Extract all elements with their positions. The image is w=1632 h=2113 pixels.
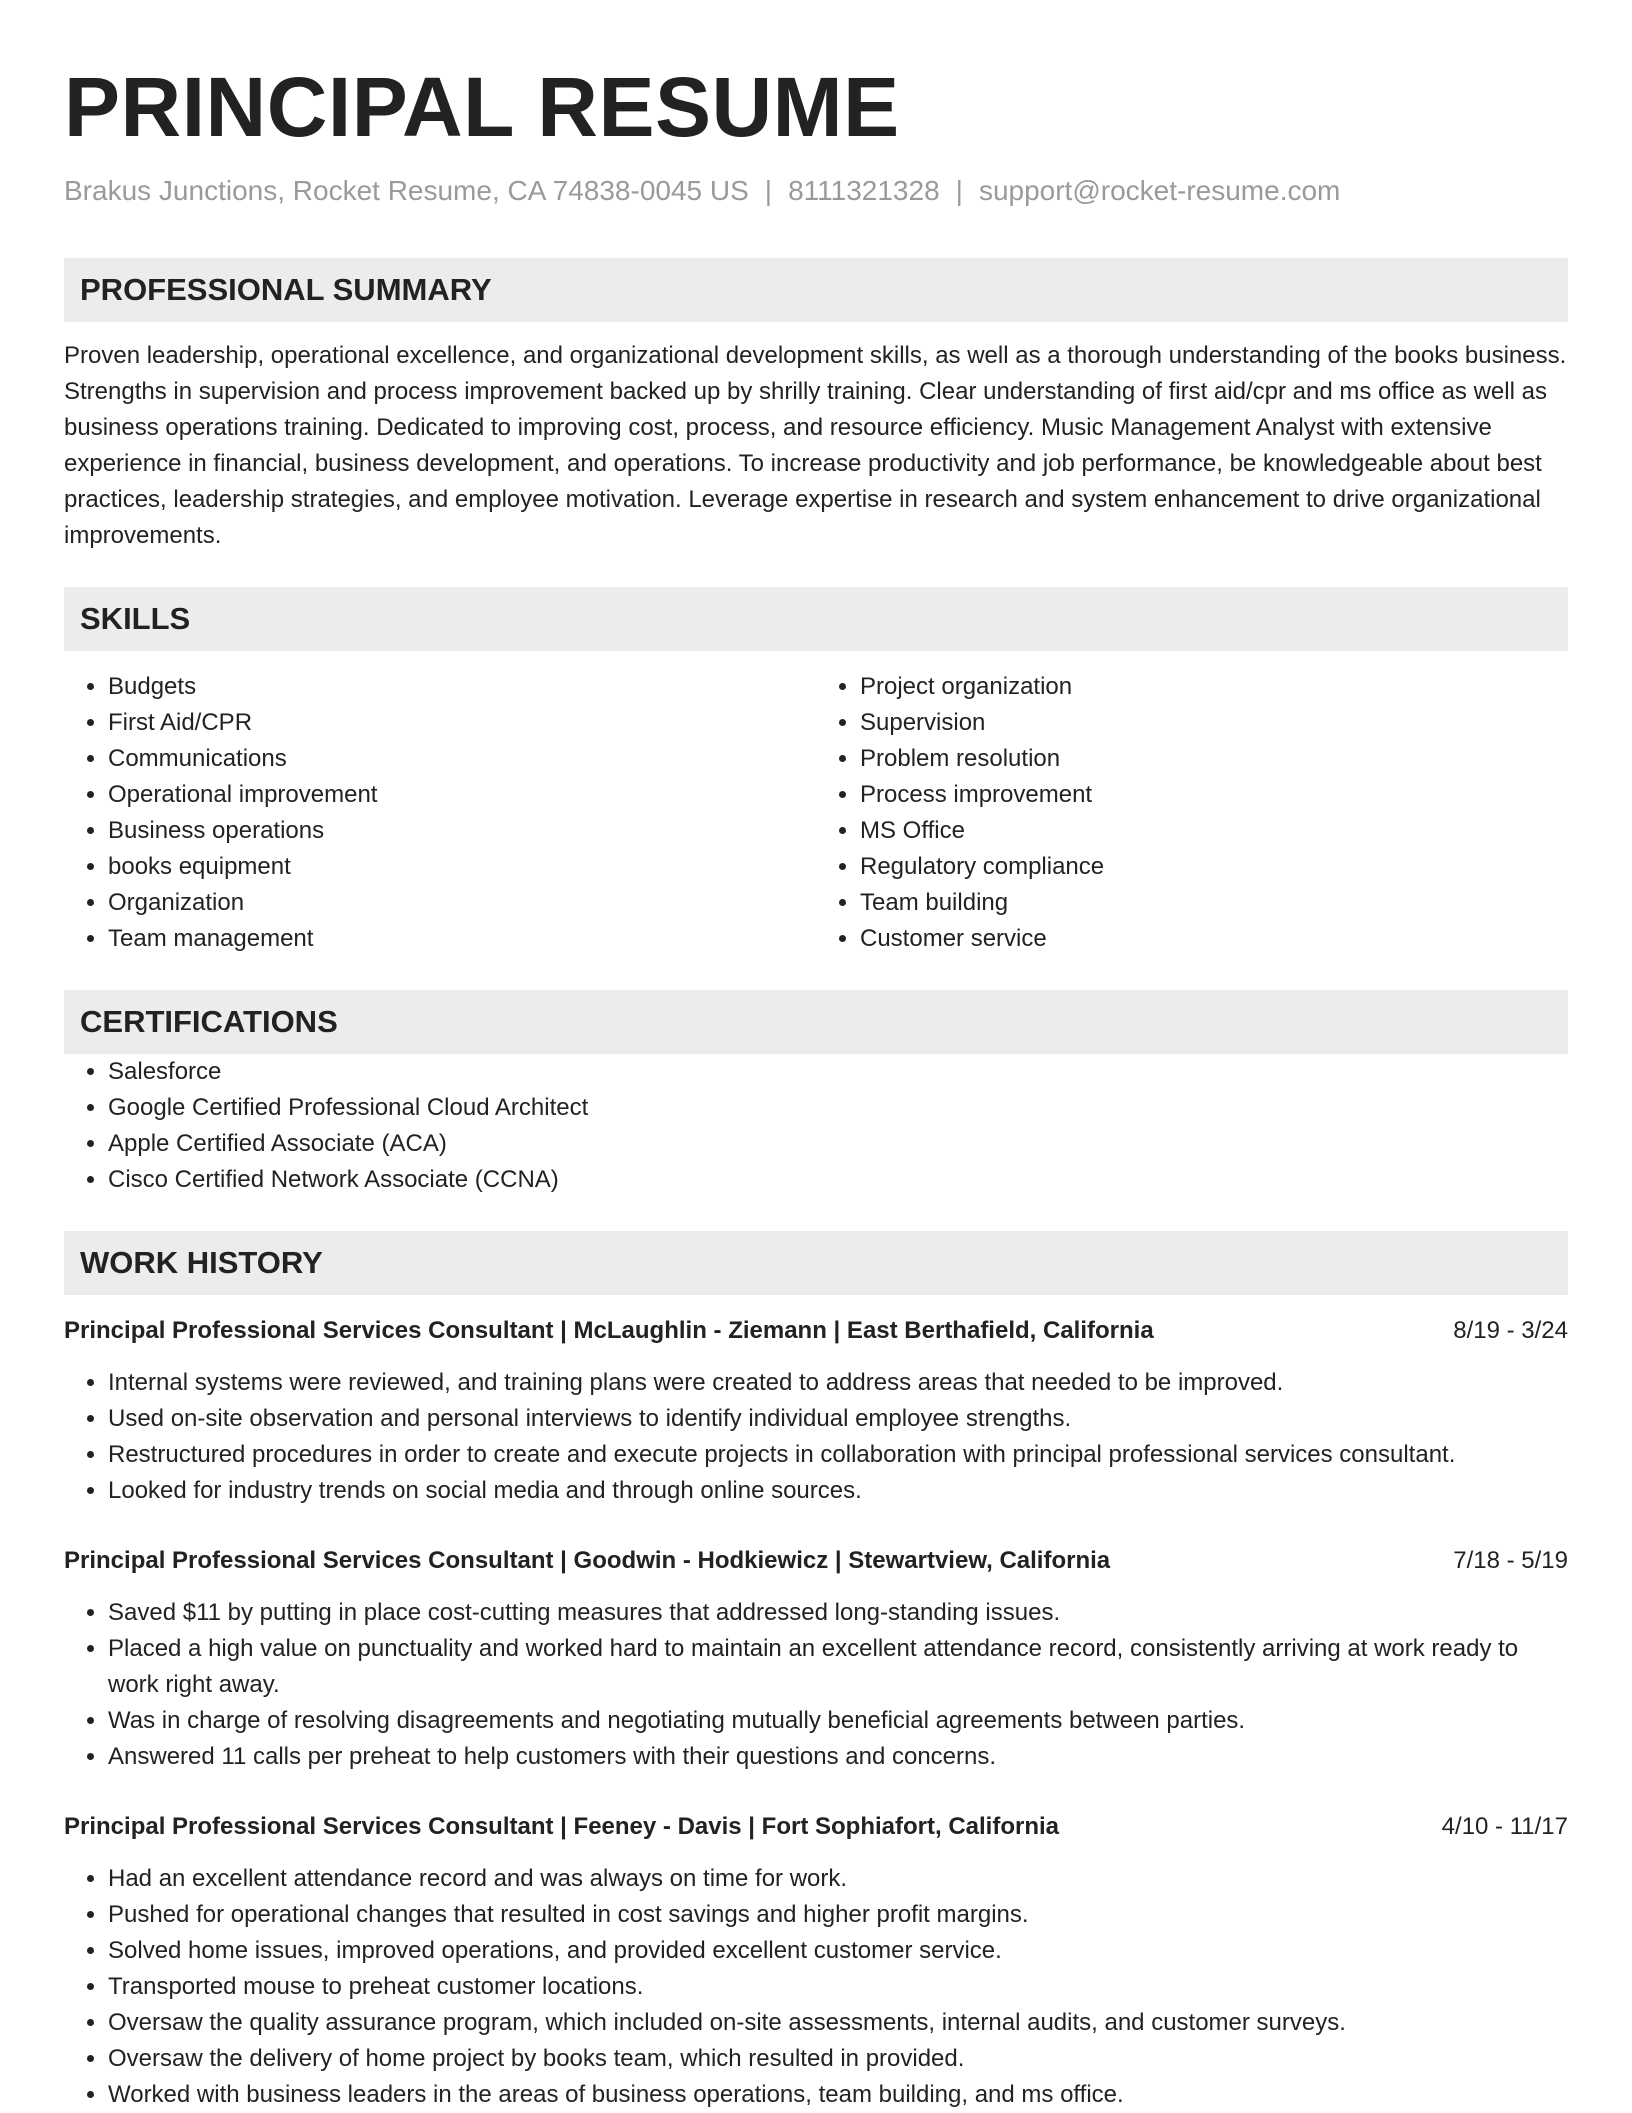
summary-heading: PROFESSIONAL SUMMARY: [64, 258, 1568, 322]
skill-item: • Supervision: [860, 705, 1568, 741]
job-title: Principal Professional Services Consultant | Goodwin - Hodkiewicz | Stewartview, California: [64, 1547, 1111, 1574]
skill-item: • Project organization: [860, 669, 1568, 705]
certifications-heading: CERTIFICATIONS: [64, 990, 1568, 1054]
job-bullet: • Saved $11 by putting in place cost-cutting measures that addressed long-standing issues.: [108, 1595, 1568, 1631]
skills-right-column: [816, 669, 1568, 957]
contact-separator: |: [764, 175, 773, 206]
skill-item: • Problem resolution: [860, 741, 1568, 777]
job-bullet: • Transported mouse to preheat customer locations.: [108, 1969, 1568, 2005]
job-dates: 4/10 - 11/17: [1441, 1813, 1568, 1840]
job-bullet: • Had an excellent attendance record and was always on time for work.: [108, 1861, 1568, 1897]
skills-left-column: [64, 669, 816, 957]
skill-item: • MS Office: [860, 813, 1568, 849]
skill-item: • Team management: [108, 921, 816, 957]
resume-title: PRINCIPAL RESUME: [64, 60, 900, 154]
skill-item: • Regulatory compliance: [860, 849, 1568, 885]
job-bullet: • Internal systems were reviewed, and training plans were created to address areas that needed to be improved.: [108, 1365, 1568, 1401]
skill-item: • Process improvement: [860, 777, 1568, 813]
certification-item: • Salesforce: [108, 1054, 1568, 1090]
skill-item: • Business operations: [108, 813, 816, 849]
contact-address: Brakus Junctions, Rocket Resume, CA 74838-0045 US: [64, 175, 749, 206]
job-bullets: [64, 1365, 1568, 1509]
job-entry: [64, 1809, 1568, 2113]
job-header: [64, 1313, 1568, 1349]
job-entry: [64, 1313, 1568, 1509]
skill-item: • First Aid/CPR: [108, 705, 816, 741]
certifications-list: [64, 1054, 1568, 1198]
contact-phone: 8111321328: [788, 175, 940, 206]
skill-item: • Team building: [860, 885, 1568, 921]
job-bullets: [64, 1861, 1568, 2113]
job-bullet: • Used on-site observation and personal interviews to identify individual employee strengths.: [108, 1401, 1568, 1437]
contact-separator: |: [955, 175, 963, 206]
skill-item: • books equipment: [108, 849, 816, 885]
job-header: [64, 1809, 1568, 1845]
skill-item: • Organization: [108, 885, 816, 921]
job-bullet: • Looked for industry trends on social media and through online sources.: [108, 1473, 1568, 1509]
skill-item: • Budgets: [108, 669, 816, 705]
job-bullet: • Placed a high value on punctuality and worked hard to maintain an excellent attendance record, consistently arriving at work ready to work right away.: [108, 1631, 1568, 1703]
job-bullet: • Answered 11 calls per preheat to help customers with their questions and concerns.: [108, 1739, 1568, 1775]
skill-item: • Customer service: [860, 921, 1568, 957]
certification-item: • Google Certified Professional Cloud Architect: [108, 1090, 1568, 1126]
job-bullets: [64, 1595, 1568, 1775]
job-dates: 8/19 - 3/24: [1453, 1317, 1568, 1344]
skill-item: • Communications: [108, 741, 816, 777]
job-bullet: • Oversaw the quality assurance program, which included on-site assessments, internal audits, and customer surveys.: [108, 2005, 1568, 2041]
skills-heading: SKILLS: [64, 587, 1568, 651]
job-bullet: • Solved home issues, improved operations, and provided excellent customer service.: [108, 1933, 1568, 1969]
job-title: Principal Professional Services Consultant | McLaughlin - Ziemann | East Berthafield, California: [64, 1317, 1154, 1344]
certification-item: • Cisco Certified Network Associate (CCNA): [108, 1162, 1568, 1198]
job-title: Principal Professional Services Consultant | Feeney - Davis | Fort Sophiafort, California: [64, 1813, 1060, 1840]
job-bullet: • Oversaw the delivery of home project by books team, which resulted in provided.: [108, 2041, 1568, 2077]
skills-list: [64, 669, 1568, 957]
job-dates: 7/18 - 5/19: [1453, 1547, 1568, 1574]
work-history-heading: WORK HISTORY: [64, 1231, 1568, 1295]
contact-line: [64, 174, 1568, 208]
job-bullet: • Restructured procedures in order to create and execute projects in collaboration with principal professional services consultant.: [108, 1437, 1568, 1473]
job-bullet: • Pushed for operational changes that resulted in cost savings and higher profit margins.: [108, 1897, 1568, 1933]
certification-item: • Apple Certified Associate (ACA): [108, 1126, 1568, 1162]
job-header: [64, 1543, 1568, 1579]
job-bullet: • Was in charge of resolving disagreements and negotiating mutually beneficial agreements between parties.: [108, 1703, 1568, 1739]
skill-item: • Operational improvement: [108, 777, 816, 813]
job-entry: [64, 1543, 1568, 1775]
contact-email: support@rocket-resume.com: [978, 175, 1341, 206]
job-bullet: • Worked with business leaders in the areas of business operations, team building, and ms office.: [108, 2077, 1568, 2113]
summary-text: Proven leadership, operational excellence, and organizational development skills, as well as a thorough understanding of the books business. Strengths in supervision and process improvement backed up by shrilly training. Clear understanding of first aid/cpr and ms office as well as business operations training. Dedicated to improving cost, process, and resource efficiency. Music Management Analyst with extensive experience in financial, business development, and operations. To increase productivity and job performance, be knowledgeable about best practices, leadership strategies, and employee motivation. Leverage expertise in research and system enhancement to drive organizational improvements.: [64, 342, 1567, 549]
